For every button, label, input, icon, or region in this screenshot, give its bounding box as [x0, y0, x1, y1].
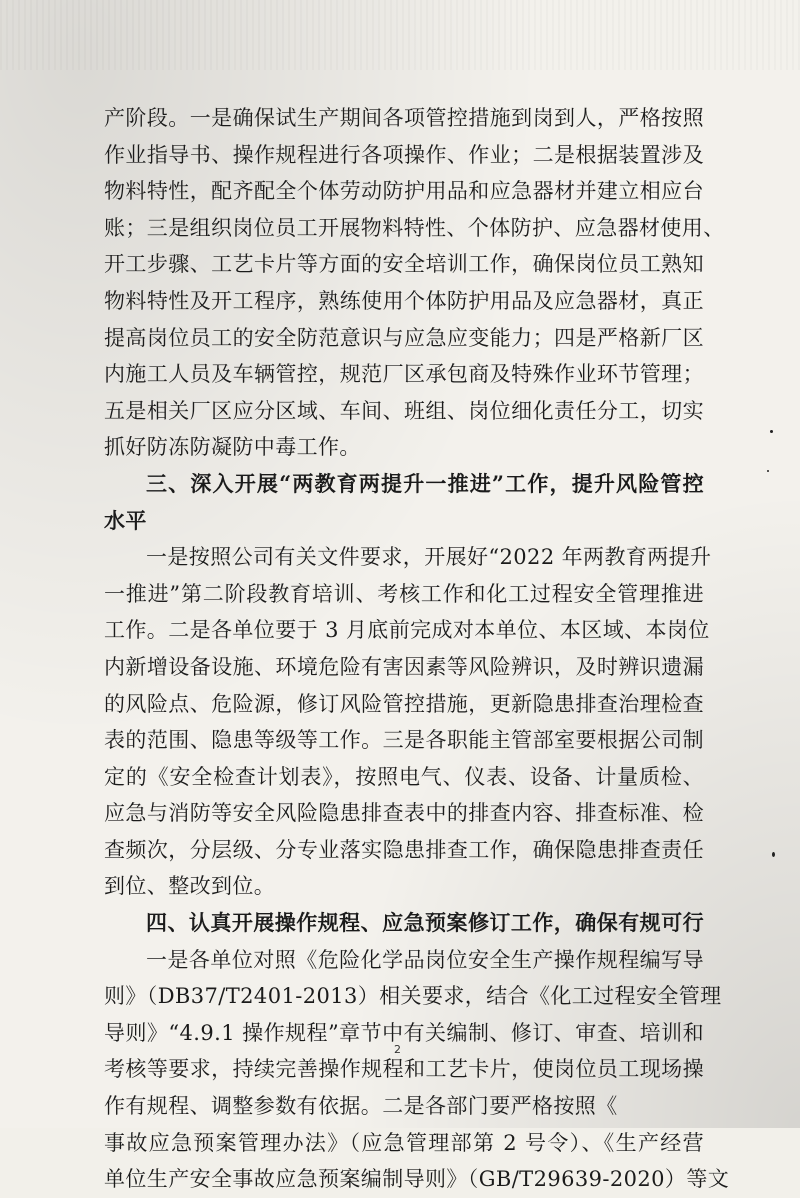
text-line: 应急与消防等安全风险隐患排查表中的排查内容、排查标准、检 [104, 801, 704, 826]
text-line: 产阶段。一是确保试生产期间各项管控措施到岗到人，严格按照 [104, 106, 704, 130]
text-line: 作有规程、调整参数有依据。二是各部门要严格按照《 [104, 1094, 618, 1119]
text-line: 账；三是组织岗位员工开展物料特性、个体防护、应急器材使用、 [104, 215, 725, 240]
scan-speck [770, 430, 773, 433]
text-line: 的风险点、危险源，修订风险管控措施，更新隐患排查治理检查 [104, 691, 704, 716]
text-line: 一推进”第二阶段教育培训、考核工作和化工过程安全管理推进 [104, 581, 704, 606]
text-line: 工作。二是各单位要于 3 月底前完成对本单位、本区域、本岗位 [104, 618, 710, 643]
text-line: 查频次，分层级、分专业落实隐患排查工作，确保隐患排查责任 [104, 837, 704, 862]
text-line: 三、深入开展“两教育两提升一推进”工作，提升风险管控 [146, 470, 704, 496]
text-line: 导则》“4.9.1 操作规程”章节中有关编制、修订、审查、培训和 [104, 1020, 704, 1045]
text-line: 物料特性，配齐配全个体劳动防护用品和应急器材并建立相应台 [104, 179, 704, 204]
scan-noise [0, 0, 800, 70]
text-line: 一是按照公司有关文件要求，开展好“2022 年两教育两提升 [146, 545, 712, 570]
scan-speck [767, 470, 769, 472]
text-line: 则》（DB37/T2401-2013）相关要求，结合《化工过程安全管理 [104, 984, 722, 1009]
text-line: 提高岗位员工的安全防范意识与应急应变能力；四是严格新厂区 [104, 325, 704, 350]
text-line: 水平 [104, 507, 147, 533]
text-line: 表的范围、隐患等级等工作。三是各职能主管部室要根据公司制 [104, 728, 704, 753]
text-line: 物料特性及开工程序，熟练使用个体防护用品及应急器材，真正 [104, 288, 704, 313]
text-line: 到位、整改到位。 [104, 874, 276, 899]
text-line: 一是各单位对照《危险化学品岗位安全生产操作规程编写导 [146, 947, 704, 972]
text-line: 事故应急预案管理办法》（应急管理部第 2 号令）、《生产经营 [104, 1130, 704, 1155]
text-line: 开工步骤、工艺卡片等方面的安全培训工作，确保岗位员工熟知 [104, 252, 704, 277]
text-line: 作业指导书、操作规程进行各项操作、作业；二是根据装置涉及 [104, 142, 704, 167]
scan-speck [772, 852, 775, 857]
text-line: 考核等要求，持续完善操作规程和工艺卡片，使岗位员工现场操 [104, 1057, 704, 1082]
document-body [104, 100, 730, 1198]
page-number: 2 [394, 1043, 401, 1056]
text-line: 四、认真开展操作规程、应急预案修订工作，确保有规可行 [146, 910, 704, 936]
text-line: 定的《安全检查计划表》，按照电气、仪表、设备、计量质检、 [104, 764, 704, 789]
text-line: 抓好防冻防凝防中毒工作。 [104, 435, 361, 460]
text-line: 内新增设备设施、环境危险有害因素等风险辨识，及时辨识遗漏 [104, 654, 704, 679]
text-line: 内施工人员及车辆管控，规范厂区承包商及特殊作业环节管理； [104, 362, 704, 387]
text-line: 五是相关厂区应分区域、车间、班组、岗位细化责任分工，切实 [104, 398, 704, 423]
text-line: 单位生产安全事故应急预案编制导则》（GB/T29639-2020）等文 [104, 1167, 730, 1192]
